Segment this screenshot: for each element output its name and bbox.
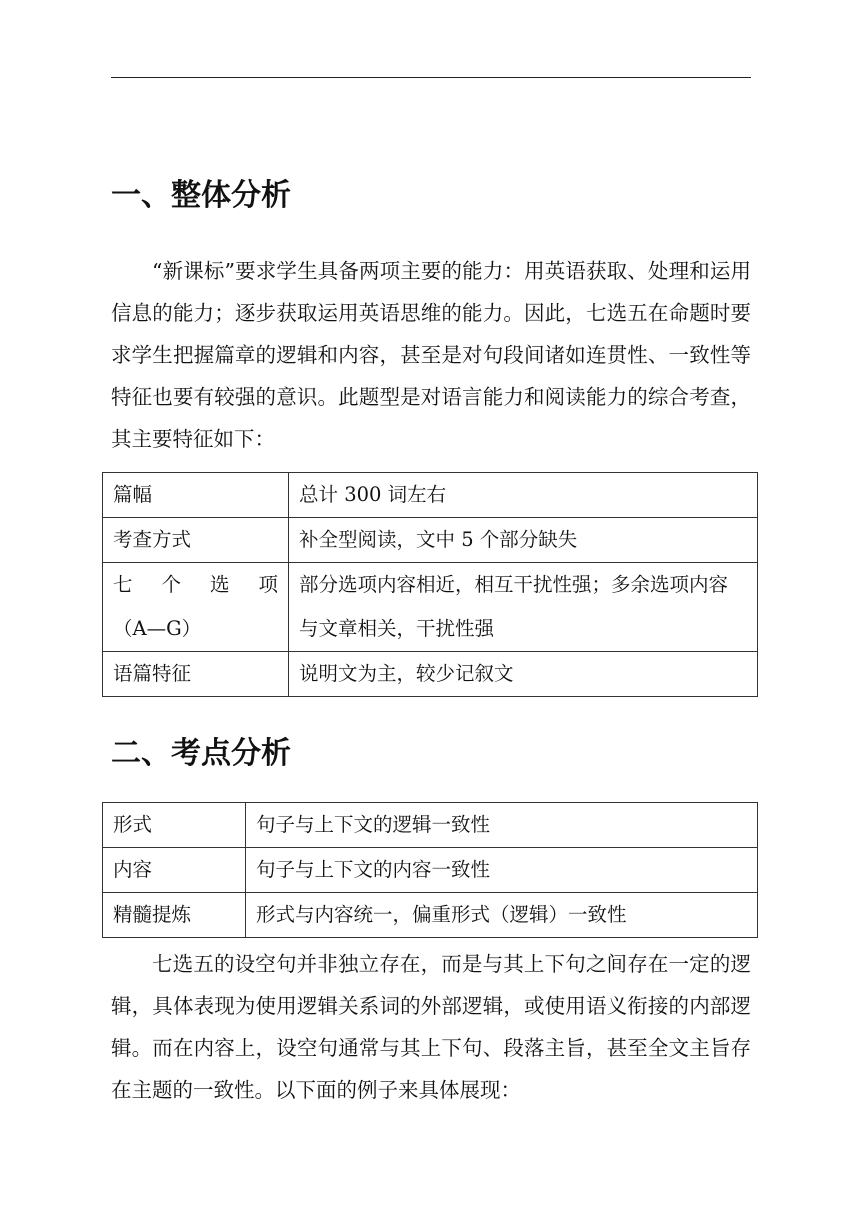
- table-label-cell: 语篇特征: [103, 652, 289, 697]
- table-row: [103, 893, 758, 938]
- table-label-cell: 内容: [103, 848, 246, 893]
- table-row: [103, 518, 758, 563]
- section-heading-overall-analysis: 一、整体分析: [111, 178, 291, 213]
- table-value-cell: 总计 300 词左右: [289, 473, 758, 518]
- table-label-cell: 精髓提炼: [103, 893, 246, 938]
- intro-paragraph: “新课标”要求学生具备两项主要的能力：用英语获取、处理和运用信息的能力；逐步获取运用英语思维的能力。因此，七选五在命题时要求学生把握篇章的逻辑和内容，甚至是对句段间诸如连贯性、一致性等特征也要有较强的意识。此题型是对语言能力和阅读能力的综合考查，其主要特征如下：: [111, 259, 751, 451]
- table-label-cell: [103, 563, 289, 652]
- header-rule: [111, 77, 751, 78]
- table-row: [103, 652, 758, 697]
- options-label: 七个选项: [113, 573, 278, 596]
- table-value-cell: 补全型阅读，文中 5 个部分缺失: [289, 518, 758, 563]
- table-row: [103, 848, 758, 893]
- table-label-cell: 考查方式: [103, 518, 289, 563]
- table-value-cell: 说明文为主，较少记叙文: [289, 652, 758, 697]
- table-value-cell: 部分选项内容相近，相互干扰性强；多余选项内容与文章相关，干扰性强: [289, 563, 758, 652]
- table-value-cell: 形式与内容统一，偏重形式（逻辑）一致性: [246, 893, 758, 938]
- table-value-cell: 句子与上下文的逻辑一致性: [246, 803, 758, 848]
- table-value-cell: 句子与上下文的内容一致性: [246, 848, 758, 893]
- features-table: [102, 472, 758, 697]
- table-label-cell: 形式: [103, 803, 246, 848]
- table-label-cell: 篇幅: [103, 473, 289, 518]
- section-heading-test-points: 二、考点分析: [111, 736, 291, 771]
- table-row: [103, 803, 758, 848]
- options-range-label: （A—G）: [113, 617, 202, 640]
- table-row: [103, 473, 758, 518]
- table-row: [103, 563, 758, 652]
- analysis-paragraph: 七选五的设空句并非独立存在，而是与其上下句之间存在一定的逻辑，具体表现为使用逻辑关系词的外部逻辑，或使用语义衔接的内部逻辑。而在内容上，设空句通常与其上下句、段落主旨，甚至全文主旨存在主题的一致性。以下面的例子来具体展现：: [111, 952, 751, 1102]
- test-points-table: [102, 802, 758, 938]
